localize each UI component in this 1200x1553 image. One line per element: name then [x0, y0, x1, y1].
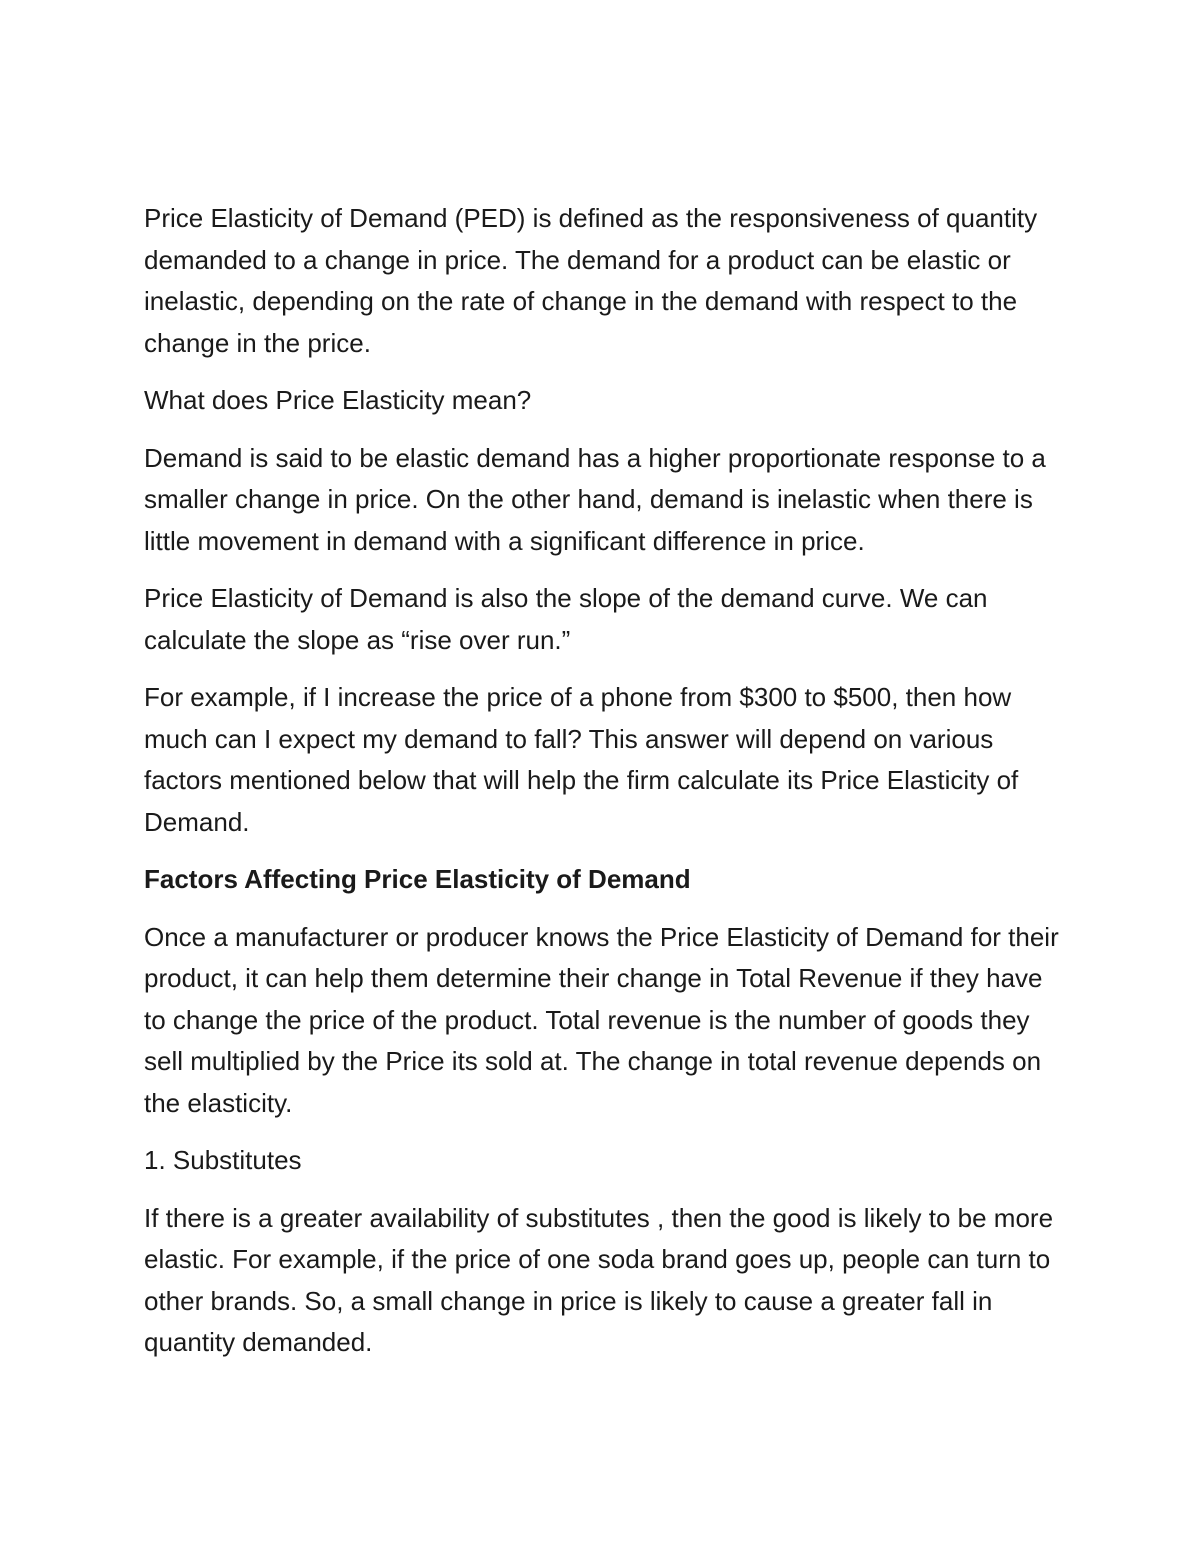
- paragraph-ped-definition: Price Elasticity of Demand (PED) is defined as the responsiveness of quantity demanded to a change in price. The demand for a product can be elastic or inelastic, depending on the rate of change in the demand with respect to the change in the price.: [144, 203, 1038, 358]
- paragraph-example: For example, if I increase the price of a phone from $300 to $500, then how much can I expect my demand to fall? This answer will depend on various factors mentioned below that will help the firm calculate its Price Elasticity of Demand.: [144, 682, 1019, 837]
- paragraph-slope: Price Elasticity of Demand is also the slope of the demand curve. We can calculate the slope as “rise over run.”: [144, 583, 988, 655]
- document-body: [144, 198, 1064, 1380]
- paragraph-question: What does Price Elasticity mean?: [144, 385, 532, 415]
- section-heading-factors: Factors Affecting Price Elasticity of Demand: [144, 864, 691, 894]
- paragraph-elastic-inelastic: Demand is said to be elastic demand has a higher proportionate response to a smaller change in price. On the other hand, demand is inelastic when there is little movement in demand with a significant difference in price.: [144, 442, 1046, 556]
- paragraph-total-revenue: Once a manufacturer or producer knows the Price Elasticity of Demand for their product, it can help them determine their change in Total Revenue if they have to change the price of the product. Total revenue is the number of goods they sell multiplied by the Price its sold at. The change in total revenue depends on the elasticity.: [144, 921, 1059, 1118]
- paragraph-substitutes-detail: If there is a greater availability of substitutes , then the good is likely to be more elastic. For example, if the price of one soda brand goes up, people can turn to other brands. So, a small change in price is likely to cause a greater fall in quantity demanded.: [144, 1202, 1054, 1357]
- list-item-substitutes: 1. Substitutes: [144, 1145, 302, 1175]
